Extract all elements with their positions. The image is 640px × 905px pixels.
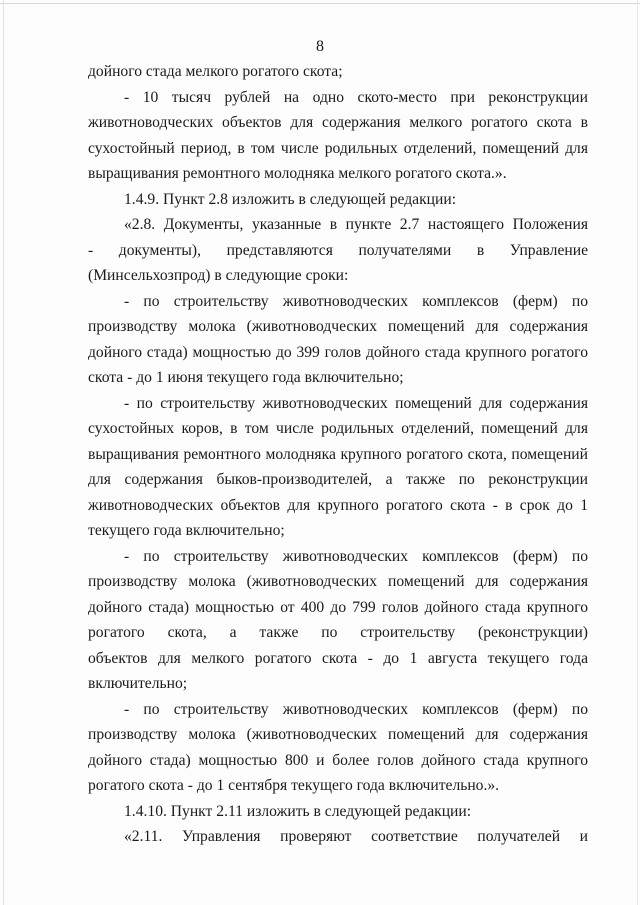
text-line: производству молока (животноводческих помещений для содержания (88, 726, 588, 743)
text-line: рогатого скота, а также по строительству (реконструкции) (88, 624, 588, 641)
text-line: животноводческих объектов для крупного рогатого скота - в срок до 1 (88, 496, 588, 514)
page-edge-right (637, 0, 638, 905)
text-line: включительно; (88, 675, 188, 692)
page-number: 8 (316, 38, 324, 55)
text-line: - по строительству животноводческих комплексов (ферм) по (124, 292, 588, 310)
text-line: текущего года включительно; (88, 522, 285, 539)
text-line: - по строительству животноводческих помещений для содержания (124, 394, 588, 412)
text-line: 1.4.9. Пункт 2.8 изложить в следующей редакции: (124, 190, 457, 208)
text-line: дойного стада) мощностью до 399 голов дойного стада крупного рогатого (88, 343, 588, 361)
text-line: производству молока (животноводческих помещений для содержания (88, 318, 588, 335)
text-line: сухостойных коров, в том числе родильных отделений, помещений для (88, 420, 588, 437)
text-line: (Минсельхозпрод) в следующие сроки: (88, 267, 349, 284)
text-line: - документы), представляются получателями в Управление (88, 241, 588, 259)
text-line: «2.11. Управления проверяют соответствие получателей и (124, 828, 588, 845)
text-line: - по строительству животноводческих комплексов (ферм) по (124, 700, 588, 718)
page-edge-top (0, 3, 640, 4)
text-line: выращивания ремонтного молодняка мелкого рогатого скота.». (88, 165, 507, 182)
text-line: сухостойный период, в том числе родильных отделений, помещений для (88, 139, 588, 157)
text-line: для содержания быков-производителей, а также по реконструкции (88, 471, 588, 488)
text-line: производству молока (животноводческих помещений для содержания (88, 573, 588, 590)
text-line: 1.4.10. Пункт 2.11 изложить в следующей редакции: (124, 802, 472, 820)
text-line: дойного стада) мощностью 800 и более голов дойного стада крупного (88, 751, 588, 769)
text-line: выращивания ремонтного молодняка крупного рогатого скота, помещений (88, 445, 588, 463)
page-edge-left (3, 0, 4, 905)
text-line: дойного стада мелкого рогатого скота; (88, 63, 343, 80)
text-line: объектов для мелкого рогатого скота - до 1 августа текущего года (88, 649, 588, 667)
text-line: - 10 тысяч рублей на одно ското-место при реконструкции (124, 88, 588, 106)
text-line: животноводческих объектов для содержания мелкого рогатого скота в (88, 114, 588, 131)
text-line: «2.8. Документы, указанные в пункте 2.7 настоящего Положения (124, 216, 588, 233)
document-body (88, 59, 588, 850)
text-line: скота - до 1 июня текущего года включительно; (88, 369, 404, 386)
text-line: дойного стада) мощностью от 400 до 799 голов дойного стада крупного (88, 598, 588, 616)
text-line: - по строительству животноводческих комплексов (ферм) по (124, 547, 588, 565)
text-line: рогатого скота - до 1 сентября текущего года включительно.». (88, 777, 500, 794)
